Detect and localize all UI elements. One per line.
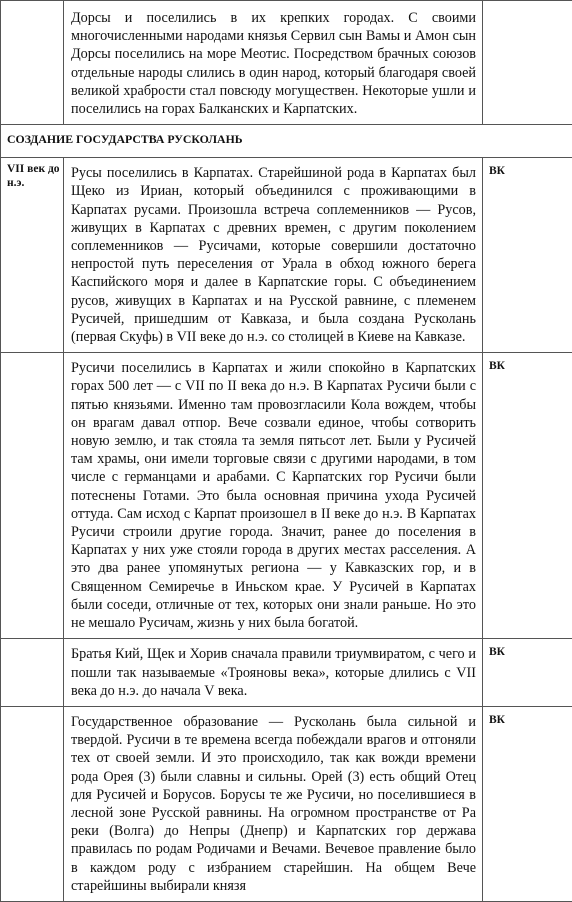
- text-cell: Братья Кий, Щек и Хорив сначала правили триумвиратом, с чего и пошли так называемые «Трояновы века», которые длились с VII века до н.э. до начала V века.: [64, 639, 483, 707]
- table-row: [1, 158, 572, 353]
- section-header-row: [1, 125, 572, 158]
- text-cell: Русы поселились в Карпатах. Старейшиной рода в Карпатах был Щеко из Ириан, который объединился с проживающими в Карпатах русами. Произошла встреча соплеменников — Русов, живущих в Карпатах с древних времен, с другим поколением соплеменников — Русичами, которые совершили достаточно непростой путь переселения от Урала в обход южного берега Каспийского моря и далее в Карпатские горы. С объединением русов, живущих в Карпатах и на Русской равнине, с племенем Русичей, пришедшим от Кавказа, и была создана Русколань (первая Скуфь) в VII веке до н.э. со столицей в Киеве на Кавказе.: [64, 158, 483, 353]
- text-cell: Государственное образование — Русколань была сильной и твердой. Русичи в те времена всегда побеждали врагов и отгоняли тех от своей земли. И это происходило, так как вожди времени рода Орея (3) были славны и сильны. Орей (3) есть общий Отец для Русичей и Борусов. Борусы те же Русичи, но поселившиеся в лесной зоне Русской равнины. На огромном пространстве от Ра реки (Волга) до Непры (Днепр) и Карпатских гор держава правилась по родам Родичами и Вечами. Вечевое правление было в каждом роду с избранием старейшин. На общем Вече старейшины выбирали князя: [64, 706, 483, 901]
- date-cell: [1, 1, 64, 125]
- text-cell: Русичи поселились в Карпатах и жили спокойно в Карпатских горах 500 лет — с VII по II века до н.э. В Карпатах Русичи были с пятью князьями. Именно там провозгласили Кола вождем, чтобы он врагам давал отпор. Вече созвали единое, чтобы сотворить новую землю, и так стояла та земля пятьсот лет. Были у Русичей там храмы, они имели торговые связи с другими народами, в том числе с германцами и арабами. С Карпатских гор Русичи были потеснены Готами. Это была основная причина ухода Русичей оттуда. Сам исход с Карпат произошел в II веке до н.э. В Карпатах Русичи строили другие города. Значит, ранее до поселения в Карпатах у них уже стояли города в других местах расселения. А это два ранее упомянутых региона — у Кавказских гор, и в Священном Семиречье в Иньском крае. У Русичей в Карпатах были соседи, отличные от тех, которых они знали раньше. Но это не мешало Русичам, жизнь у них была богатой.: [64, 353, 483, 639]
- table-row: [1, 1, 572, 125]
- date-cell: VII век до н.э.: [1, 158, 64, 353]
- table-row: [1, 706, 572, 901]
- source-cell: ВК: [483, 639, 572, 707]
- date-cell: [1, 639, 64, 707]
- date-cell: [1, 706, 64, 901]
- source-cell: ВК: [483, 706, 572, 901]
- table-row: [1, 353, 572, 639]
- section-title: СОЗДАНИЕ ГОСУДАРСТВА РУСКОЛАНЬ: [1, 125, 572, 158]
- text-cell: Дорсы и поселились в их крепких городах. С своими многочисленными народами князья Сервил сын Вамы и Амон сын Дорсы поселились на море Меотис. Посредством брачных союзов отдельные народы слились в один народ, который благодаря своей великой храбрости стал повсюду могуществен. Некоторые ушли и поселились на горах Балканских и Карпатских.: [64, 1, 483, 125]
- source-cell: ВК: [483, 158, 572, 353]
- source-cell: [483, 1, 572, 125]
- table-row: [1, 639, 572, 707]
- source-cell: ВК: [483, 353, 572, 639]
- date-cell: [1, 353, 64, 639]
